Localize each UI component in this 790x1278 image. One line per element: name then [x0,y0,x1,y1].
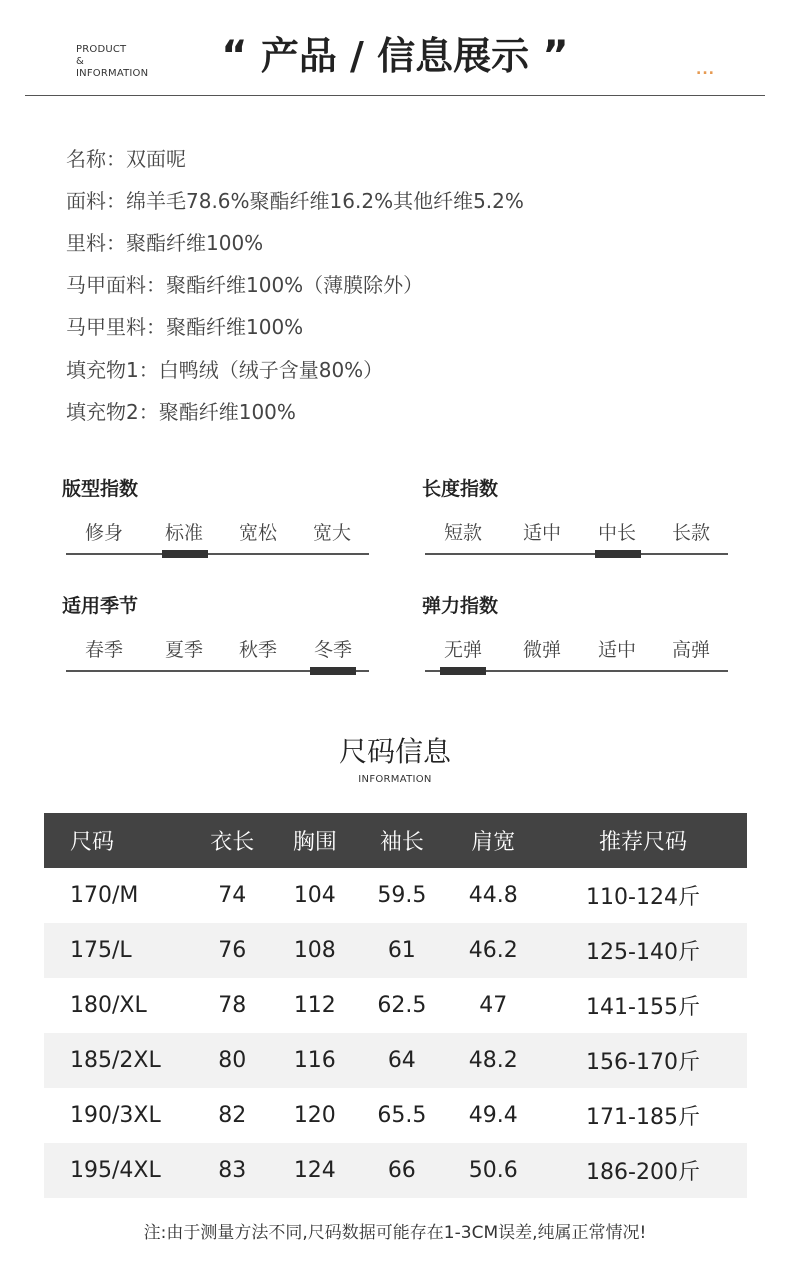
cell-shoulder: 47 [479,993,508,1018]
length-option: 短款 [443,522,482,544]
length-selected-indicator [595,550,641,558]
table-row [44,868,747,923]
cell-recommended: 186-200斤 [539,1143,747,1198]
size-table [44,813,747,1198]
index-title-fit: 版型指数 [62,478,139,500]
table-row [44,978,747,1033]
length-scale-line [425,553,728,555]
measurement-note: 注:由于测量方法不同,尺码数据可能存在1-3CM误差,纯属正常情况! [143,1223,647,1243]
cell-size: 175/L [44,923,191,978]
cell-length: 82 [218,1103,247,1128]
spec-line: 马甲里料：聚酯纤维100% [66,315,304,339]
decorative-dots: ... [696,62,715,78]
stretch-option-selected: 无弹 [443,639,482,661]
header-small-en-line2: & [76,56,84,67]
cell-length: 74 [218,883,247,908]
stretch-selected-indicator [440,667,486,675]
stretch-option: 微弹 [522,639,561,661]
cell-recommended: 125-140斤 [539,923,747,978]
length-option: 适中 [522,522,561,544]
cell-recommended: 156-170斤 [539,1033,747,1088]
season-option: 夏季 [164,639,203,661]
table-row [44,1033,747,1088]
table-row [44,1088,747,1143]
cell-shoulder: 44.8 [468,883,518,908]
cell-size: 185/2XL [44,1033,191,1088]
length-option: 长款 [671,522,710,544]
spec-line: 里料：聚酯纤维100% [66,231,264,255]
cell-shoulder: 49.4 [468,1103,518,1128]
cell-chest: 104 [293,883,336,908]
cell-sleeve: 59.5 [377,883,427,908]
col-header-size: 尺码 [44,813,191,868]
title-open-quote: “ [221,33,248,79]
fit-scale-line [66,553,369,555]
index-title-length: 长度指数 [422,478,499,500]
size-section-subtitle: INFORMATION [358,774,432,785]
col-header-chest: 胸围 [274,813,357,868]
size-table-header [44,813,747,868]
table-row [44,1143,747,1198]
cell-recommended: 141-155斤 [586,995,700,1020]
header-small-en-line3: INFORMATION [76,68,149,79]
cell-size: 170/M [70,883,139,908]
cell-length: 78 [218,993,247,1018]
cell-chest: 112 [293,993,336,1018]
page-title [0,32,790,80]
cell-chest: 108 [274,923,357,978]
cell-length: 83 [191,1143,274,1198]
col-header-recommended: 推荐尺码 [539,813,747,868]
cell-recommended: 110-124斤 [586,885,700,910]
stretch-option: 适中 [597,639,636,661]
fit-option: 修身 [84,522,123,544]
fit-selected-indicator [162,550,208,558]
cell-chest: 116 [274,1033,357,1088]
season-option-selected: 冬季 [313,639,352,661]
spec-line: 填充物2：聚酯纤维100% [66,400,296,424]
cell-sleeve: 64 [356,1033,447,1088]
fit-option: 宽松 [238,522,277,544]
col-header-sleeve: 袖长 [356,813,447,868]
fit-option-selected: 标准 [164,522,203,544]
index-title-season: 适用季节 [62,595,139,617]
cell-size: 195/4XL [44,1143,191,1198]
cell-sleeve: 62.5 [377,993,427,1018]
size-section-title: 尺码信息 [338,735,451,768]
cell-shoulder: 48.2 [448,1033,539,1088]
header-small-en-line1: PRODUCT [76,44,127,55]
header-divider [25,95,765,96]
cell-length: 80 [191,1033,274,1088]
cell-sleeve: 65.5 [377,1103,427,1128]
cell-sleeve: 61 [356,923,447,978]
cell-length: 76 [191,923,274,978]
cell-shoulder: 50.6 [448,1143,539,1198]
cell-shoulder: 46.2 [448,923,539,978]
table-row [44,923,747,978]
cell-size: 180/XL [70,993,147,1018]
stretch-option: 高弹 [671,639,710,661]
index-title-stretch: 弹力指数 [422,595,499,617]
title-text: 产品 / 信息展示 [260,34,530,78]
title-close-quote: ” [542,33,569,79]
cell-sleeve: 66 [356,1143,447,1198]
cell-recommended: 171-185斤 [586,1105,700,1130]
fit-option: 宽大 [312,522,351,544]
cell-chest: 124 [274,1143,357,1198]
spec-line: 马甲面料：聚酯纤维100%（薄膜除外） [66,273,424,297]
spec-line: 名称：双面呢 [66,147,186,171]
length-option-selected: 中长 [597,522,636,544]
col-header-shoulder: 肩宽 [448,813,539,868]
season-selected-indicator [310,667,356,675]
cell-chest: 120 [293,1103,336,1128]
spec-line: 填充物1：白鸭绒（绒子含量80%） [66,358,384,382]
col-header-length: 衣长 [191,813,274,868]
cell-size: 190/3XL [70,1103,161,1128]
season-option: 秋季 [238,639,277,661]
season-option: 春季 [84,639,123,661]
spec-line: 面料：绵羊毛78.6%聚酯纤维16.2%其他纤维5.2% [66,189,524,213]
